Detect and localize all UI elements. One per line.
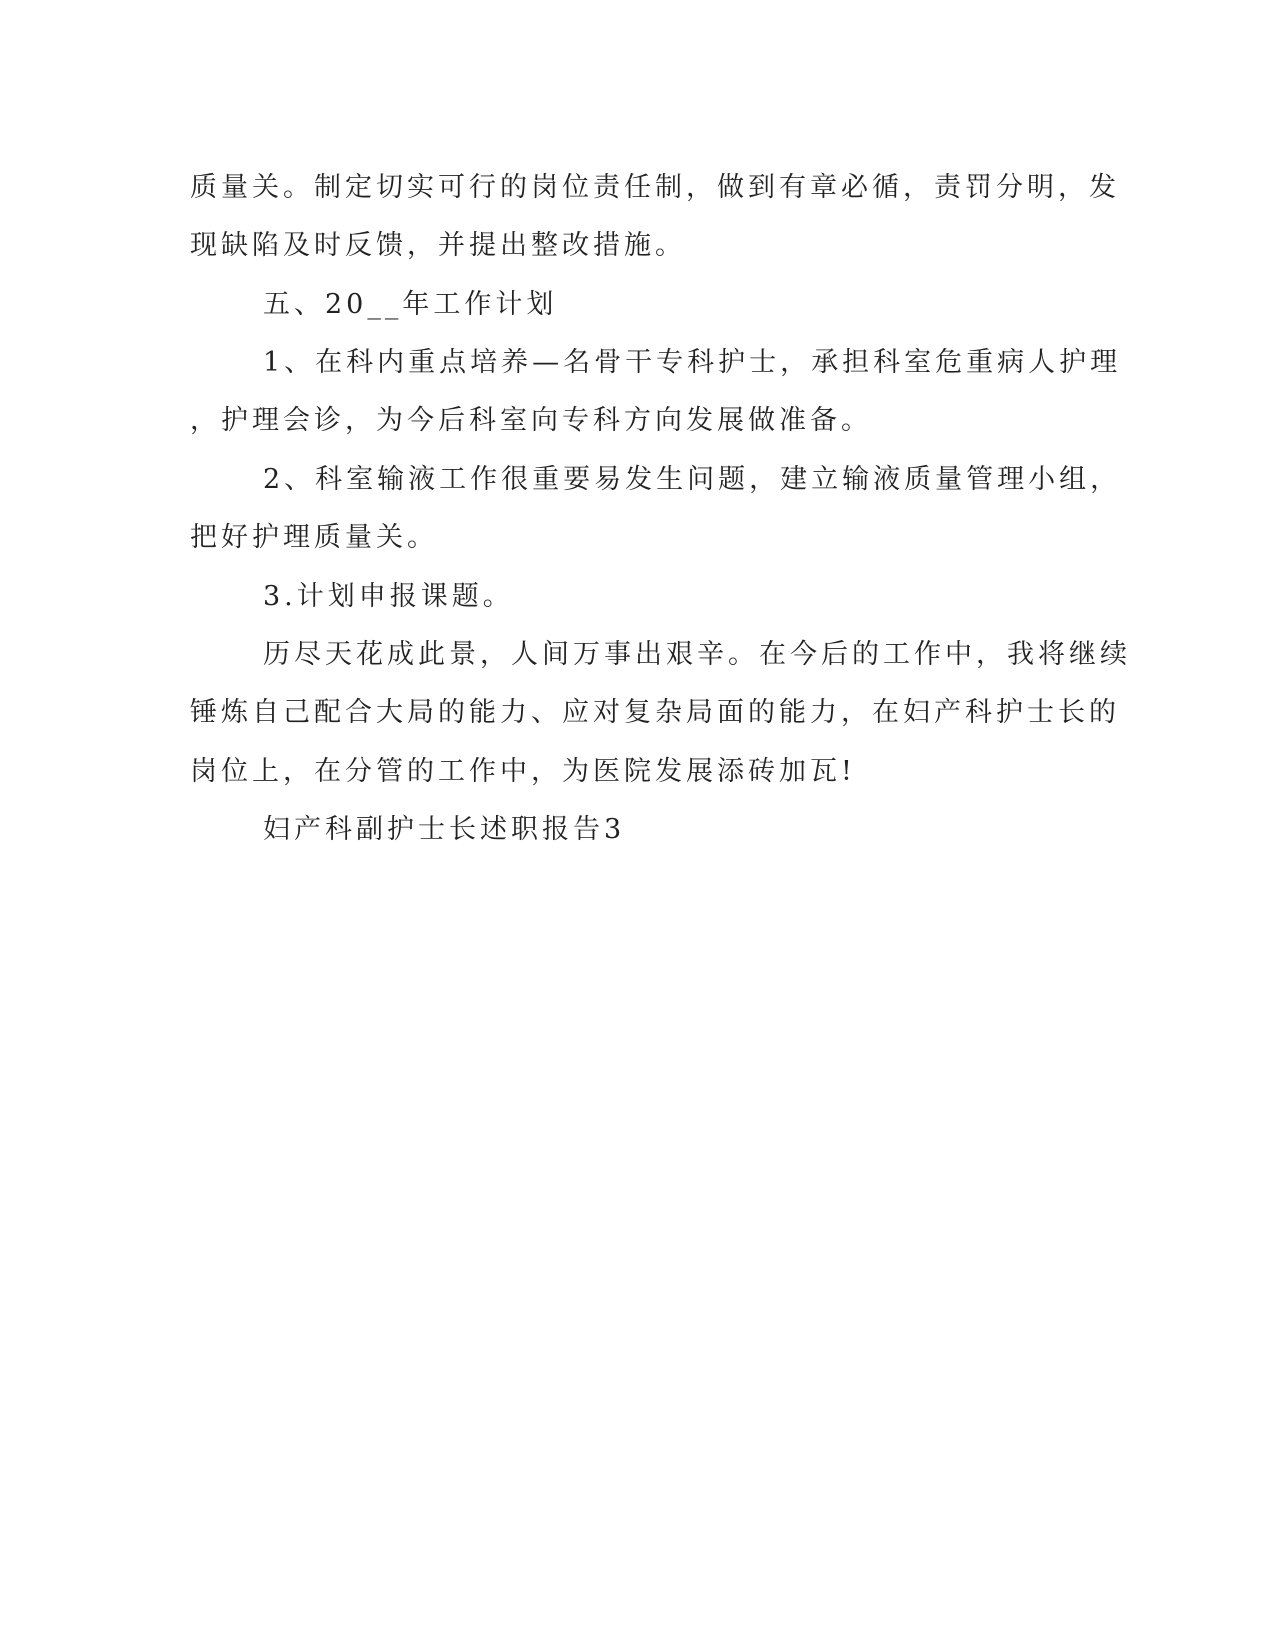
paragraph-line: 3.计划申报课题。 xyxy=(263,581,514,612)
paragraph-line: 1、在科内重点培养—名骨干专科护士，承担科室危重病人护理 xyxy=(263,347,1122,378)
paragraph-line: 2、科室输液工作很重要易发生问题，建立输液质量管理小组， xyxy=(263,464,1122,495)
section-heading: 五、20__年工作计划 xyxy=(263,289,558,320)
paragraph-line: ，护理会诊，为今后科室向专科方向发展做准备。 xyxy=(190,405,872,436)
paragraph-line: 历尽天花成此景，人间万事出艰辛。在今后的工作中，我将继续 xyxy=(263,639,1131,670)
paragraph-line: 现缺陷及时反馈，并提出整改措施。 xyxy=(190,230,686,261)
paragraph-line: 把好护理质量关。 xyxy=(190,522,438,553)
paragraph-line: 锤炼自己配合大局的能力、应对复杂局面的能力，在妇产科护士长的 xyxy=(190,697,1120,728)
document-title: 妇产科副护士长述职报告3 xyxy=(263,814,626,845)
paragraph-line: 质量关。制定切实可行的岗位责任制，做到有章必循，责罚分明，发 xyxy=(190,172,1120,203)
paragraph-line: 岗位上，在分管的工作中，为医院发展添砖加瓦! xyxy=(190,756,856,787)
